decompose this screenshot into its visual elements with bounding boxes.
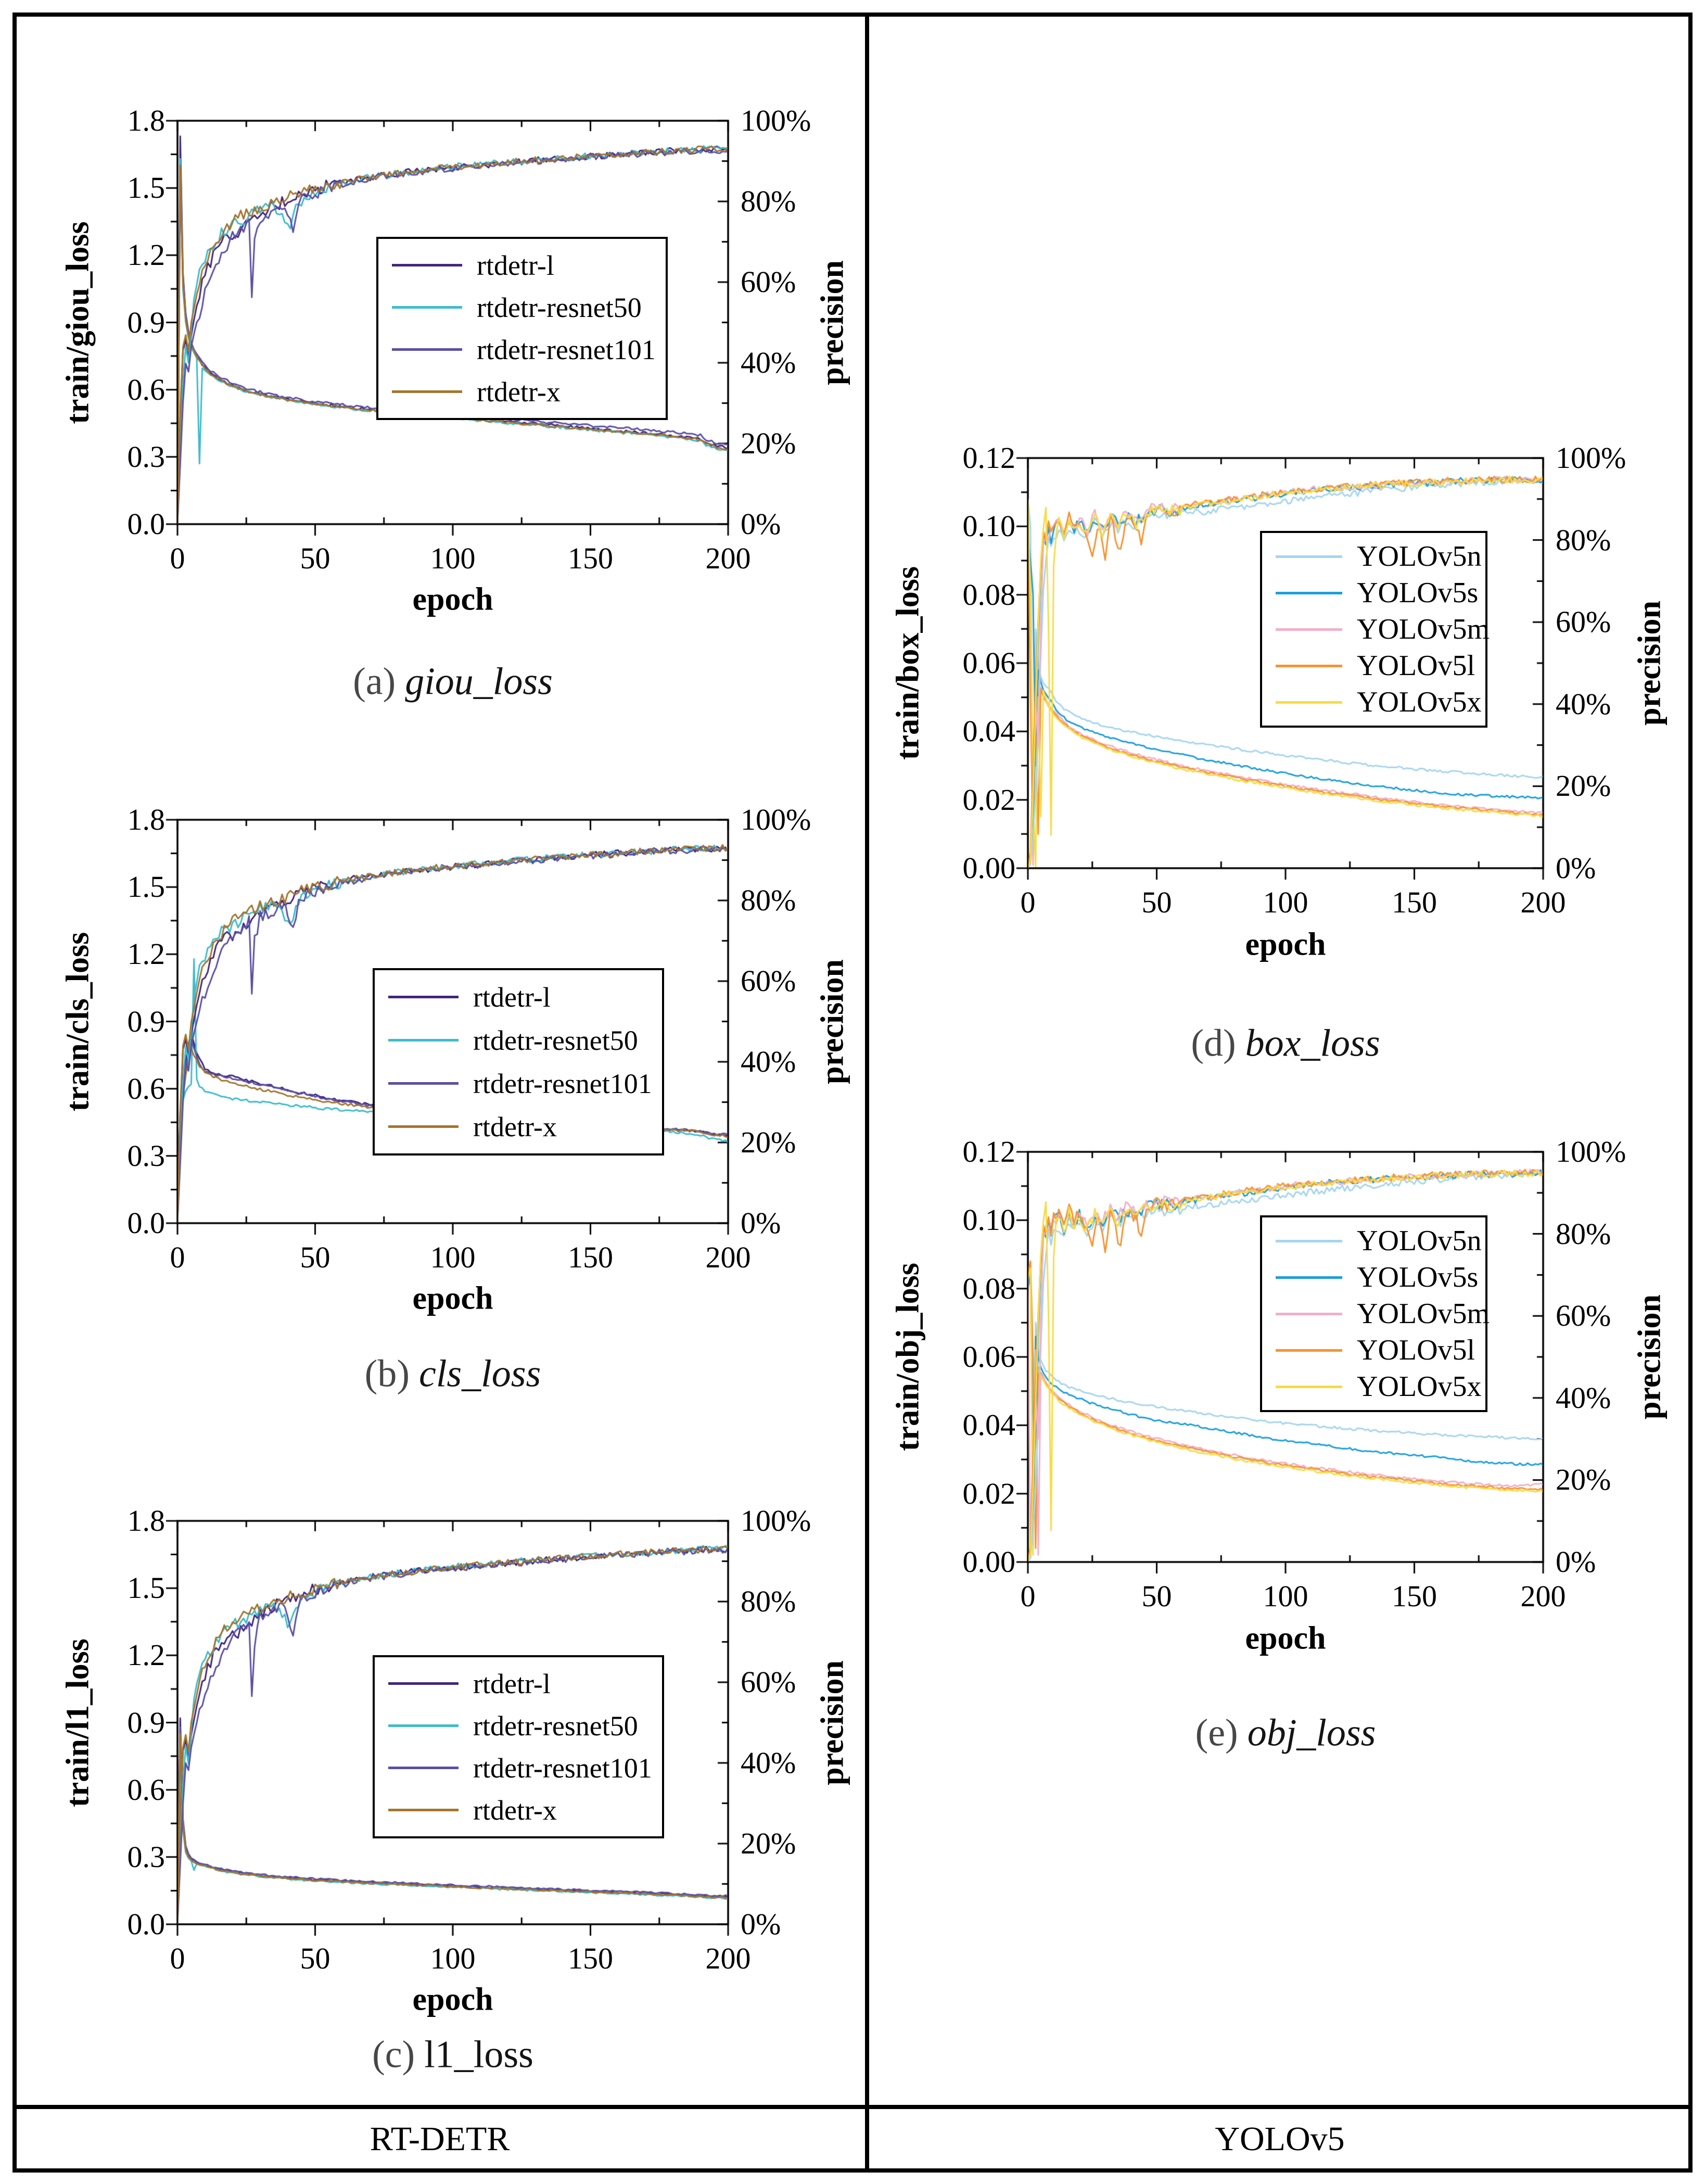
y2-tick-label: 40% (1556, 687, 1611, 721)
y2-tick-label: 40% (741, 1045, 796, 1078)
y-tick-label: 1.8 (127, 104, 165, 137)
caption-name: box_loss (1245, 1022, 1380, 1065)
legend-line-sample (388, 1125, 459, 1128)
legend-line-sample (392, 390, 462, 393)
legend-item (388, 1068, 662, 1100)
x-tick-label: 100 (430, 1240, 476, 1274)
x-tick-label: 150 (568, 1941, 613, 1975)
y-axis-label: train/cls_loss (60, 932, 96, 1112)
caption-index: (c) (372, 2033, 415, 2076)
y-tick-label: 0.12 (962, 1135, 1015, 1169)
y-tick-label: 0.10 (962, 1203, 1015, 1237)
x-tick-label: 50 (300, 1240, 330, 1274)
y2-tick-label: 60% (741, 964, 796, 998)
legend-line-sample (392, 348, 462, 351)
y-tick-label: 1.2 (127, 1638, 165, 1672)
x-tick-label: 200 (705, 1240, 751, 1274)
legend-label: YOLOv5m (1357, 613, 1490, 645)
x-tick-label: 0 (170, 541, 185, 575)
x-tick-label: 100 (1263, 885, 1308, 919)
legend-label: rtdetr-x (473, 1794, 557, 1826)
y-tick-label: 0.9 (127, 1705, 165, 1739)
legend-line-sample (388, 1724, 459, 1727)
y2-tick-label: 100% (1556, 441, 1626, 475)
legend-box (1260, 531, 1490, 728)
caption-index: (d) (1191, 1022, 1236, 1065)
y2-tick-label: 80% (1556, 523, 1611, 557)
legend-item (388, 1752, 662, 1784)
legend-box (373, 1655, 664, 1838)
chart-caption (353, 660, 553, 704)
x-tick-label: 0 (170, 1941, 185, 1975)
caption-index: (b) (364, 1352, 410, 1395)
legend-item (1276, 613, 1490, 646)
x-tick-label: 200 (1520, 885, 1566, 919)
y2-tick-label: 60% (1556, 1299, 1611, 1333)
legend-item (392, 291, 666, 324)
y-tick-label: 0.08 (962, 1271, 1015, 1305)
y2-tick-label: 40% (741, 346, 796, 379)
y-axis-label: train/obj_loss (890, 1263, 926, 1451)
legend-line-sample (1276, 1276, 1342, 1279)
legend-item (392, 249, 666, 282)
y-tick-label: 0.0 (127, 1907, 165, 1941)
legend-line-sample (1276, 555, 1342, 558)
y2-tick-label: 0% (741, 507, 781, 541)
legend-label: rtdetr-l (473, 981, 551, 1013)
y-tick-label: 1.5 (127, 1571, 165, 1605)
x-tick-label: 100 (430, 1941, 476, 1975)
y2-tick-label: 80% (741, 1584, 796, 1618)
x-tick-label: 200 (705, 1941, 751, 1975)
x-tick-label: 100 (430, 541, 476, 575)
y2-tick-label: 60% (741, 1665, 796, 1699)
column-label-rtdetr: RT-DETR (370, 2120, 510, 2158)
y2-tick-label: 20% (1556, 769, 1611, 803)
legend-line-sample (1276, 701, 1342, 704)
x-tick-label: 150 (1392, 885, 1437, 919)
chart-caption (372, 2033, 533, 2077)
y-tick-label: 1.8 (127, 1504, 165, 1538)
legend-label: YOLOv5n (1357, 540, 1482, 573)
x-tick-label: 150 (568, 541, 613, 575)
y-tick-label: 0.9 (127, 1004, 165, 1038)
y2-tick-label: 80% (1556, 1216, 1611, 1251)
y-tick-label: 0.3 (127, 1138, 165, 1173)
y2-tick-label: 40% (741, 1746, 796, 1780)
y2-tick-label: 20% (741, 426, 796, 460)
legend-label: YOLOv5s (1357, 577, 1479, 609)
legend-line-sample (388, 1809, 459, 1811)
y-tick-label: 0.06 (962, 1340, 1015, 1374)
y-tick-label: 0.10 (962, 509, 1015, 543)
y-tick-label: 0.9 (127, 305, 165, 339)
legend-label: YOLOv5s (1357, 1261, 1479, 1293)
x-axis-label: epoch (412, 1280, 493, 1316)
legend-line-sample (1276, 592, 1342, 594)
y-tick-label: 0.02 (962, 1476, 1015, 1510)
column-divider (865, 12, 869, 2173)
legend-item (1276, 685, 1485, 719)
legend-line-sample (1276, 1240, 1342, 1242)
legend-item (1276, 540, 1485, 573)
y-tick-label: 0.08 (962, 577, 1015, 612)
x-tick-label: 50 (300, 541, 330, 575)
y-tick-label: 0.06 (962, 646, 1015, 680)
legend-item (1276, 1297, 1490, 1330)
y2-tick-label: 60% (1556, 605, 1611, 639)
legend-box (1260, 1215, 1490, 1412)
y-tick-label: 0.04 (962, 714, 1015, 748)
caption-name: giou_loss (405, 660, 553, 703)
legend-line-sample (1276, 628, 1342, 631)
y-tick-label: 0.6 (127, 372, 165, 407)
legend-box (376, 237, 668, 420)
y-tick-label: 0.12 (962, 441, 1015, 475)
caption-name: obj_loss (1247, 1711, 1376, 1755)
chart-caption (365, 1352, 541, 1396)
legend-label: YOLOv5l (1357, 650, 1475, 682)
y2-tick-label: 60% (741, 265, 796, 299)
x-tick-label: 100 (1263, 1579, 1308, 1613)
y2-tick-label: 0% (1556, 1545, 1596, 1579)
column-label-yolov5: YOLOv5 (1215, 2120, 1345, 2158)
legend-line-sample (388, 996, 459, 998)
y2-tick-label: 0% (1556, 851, 1596, 885)
x-axis-label: epoch (412, 581, 493, 617)
legend-line-sample (1276, 1386, 1342, 1388)
y-tick-label: 0.00 (962, 851, 1015, 885)
y-tick-label: 0.6 (127, 1772, 165, 1807)
y-axis-label: train/giou_loss (60, 221, 96, 424)
legend-label: rtdetr-resnet101 (477, 334, 656, 365)
y2-axis-label: precision (815, 260, 850, 385)
y-tick-label: 1.8 (127, 803, 165, 836)
y2-tick-label: 80% (741, 184, 796, 218)
y2-axis-label: precision (815, 1660, 850, 1785)
y2-axis-label: precision (815, 959, 850, 1084)
y2-tick-label: 80% (741, 883, 796, 917)
legend-line-sample (388, 1767, 459, 1769)
legend-item (1276, 1334, 1485, 1367)
legend-item (388, 1024, 662, 1057)
x-tick-label: 200 (705, 541, 751, 575)
legend-label: YOLOv5n (1357, 1225, 1482, 1257)
y2-axis-label: precision (1632, 1294, 1668, 1419)
legend-line-sample (388, 1039, 459, 1042)
y-tick-label: 0.3 (127, 1839, 165, 1874)
x-axis-label: epoch (1245, 926, 1326, 962)
y2-tick-label: 0% (741, 1206, 781, 1240)
legend-label: rtdetr-resnet50 (473, 1710, 638, 1742)
y2-tick-label: 100% (741, 803, 811, 836)
legend-item (388, 1794, 662, 1826)
legend-item (1276, 1370, 1485, 1403)
legend-line-sample (388, 1082, 459, 1085)
y-axis-label: train/l1_loss (60, 1639, 96, 1807)
legend-label: YOLOv5x (1357, 1370, 1482, 1403)
x-tick-label: 0 (170, 1240, 185, 1274)
legend-line-sample (1276, 665, 1342, 667)
footer-divider (12, 2105, 1693, 2109)
legend-label: rtdetr-x (477, 376, 561, 408)
caption-name: l1_loss (424, 2033, 533, 2076)
y-axis-label: train/box_loss (890, 566, 926, 760)
legend-label: rtdetr-l (473, 1668, 551, 1699)
legend-item (1276, 649, 1485, 682)
x-tick-label: 150 (568, 1240, 613, 1274)
x-tick-label: 200 (1520, 1579, 1566, 1613)
y-tick-label: 0.0 (127, 1206, 165, 1240)
legend-item (1276, 576, 1485, 610)
legend-item (388, 1111, 662, 1143)
y-tick-label: 0.04 (962, 1408, 1015, 1442)
y2-tick-label: 100% (1556, 1135, 1626, 1169)
y-tick-label: 0.00 (962, 1545, 1015, 1579)
x-tick-label: 150 (1392, 1579, 1437, 1613)
x-tick-label: 50 (300, 1941, 330, 1975)
legend-label: rtdetr-l (477, 249, 554, 281)
legend-item (1276, 1261, 1485, 1294)
chart-caption (1195, 1711, 1376, 1756)
legend-item (388, 981, 662, 1013)
y-tick-label: 1.2 (127, 238, 165, 272)
legend-line-sample (392, 306, 462, 309)
legend-line-sample (388, 1682, 459, 1685)
y-tick-label: 1.5 (127, 171, 165, 205)
legend-label: YOLOv5l (1357, 1334, 1475, 1366)
caption-name: cls_loss (418, 1352, 541, 1395)
x-axis-label: epoch (412, 1982, 493, 2017)
y2-tick-label: 40% (1556, 1380, 1611, 1415)
legend-label: rtdetr-x (473, 1111, 557, 1142)
legend-item (392, 376, 666, 408)
y2-tick-label: 100% (741, 1504, 811, 1538)
legend-label: rtdetr-resnet50 (473, 1024, 638, 1056)
y-tick-label: 0.3 (127, 439, 165, 474)
y2-tick-label: 20% (741, 1125, 796, 1159)
y-tick-label: 1.2 (127, 937, 165, 971)
legend-line-sample (392, 264, 462, 266)
legend-line-sample (1276, 1349, 1342, 1352)
y2-tick-label: 100% (741, 104, 811, 137)
x-tick-label: 50 (1141, 885, 1172, 919)
legend-item (388, 1668, 662, 1700)
legend-item (1276, 1224, 1485, 1258)
y-tick-label: 0.02 (962, 782, 1015, 817)
chart-caption (1191, 1022, 1380, 1066)
x-tick-label: 0 (1020, 885, 1036, 919)
legend-item (388, 1710, 662, 1742)
x-axis-label: epoch (1245, 1620, 1326, 1656)
y-tick-label: 0.6 (127, 1071, 165, 1106)
caption-index: (a) (353, 660, 396, 703)
legend-label: rtdetr-resnet50 (477, 291, 642, 323)
y2-tick-label: 20% (741, 1826, 796, 1860)
legend-label: rtdetr-resnet101 (473, 1752, 652, 1784)
legend-line-sample (1276, 1313, 1342, 1315)
y-tick-label: 1.5 (127, 870, 165, 904)
legend-label: YOLOv5x (1357, 686, 1482, 718)
legend-box (373, 968, 664, 1156)
y2-axis-label: precision (1632, 601, 1668, 726)
x-tick-label: 50 (1141, 1579, 1172, 1613)
y2-tick-label: 0% (741, 1907, 781, 1941)
x-tick-label: 0 (1020, 1579, 1036, 1613)
y-tick-label: 0.0 (127, 507, 165, 541)
y2-tick-label: 20% (1556, 1463, 1611, 1497)
legend-label: rtdetr-resnet101 (473, 1068, 652, 1099)
legend-label: YOLOv5m (1357, 1298, 1490, 1330)
legend-item (392, 334, 666, 366)
caption-index: (e) (1195, 1711, 1238, 1755)
